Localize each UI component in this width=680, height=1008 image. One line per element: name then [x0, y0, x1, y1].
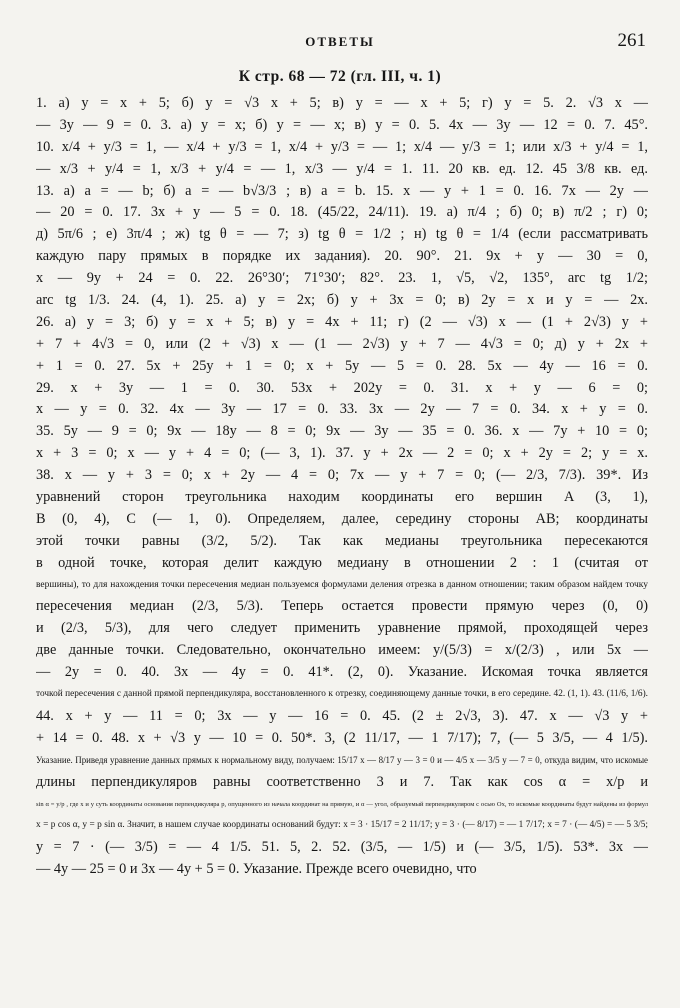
section-title: К стр. 68 — 72 (гл. III, ч. 1): [238, 68, 442, 85]
text-line: arc tg 1/3. 24. (4, 1). 25. а) y = 2x; б) y + 3x = 0; в) 2y = x и y = — 2x.: [36, 292, 648, 309]
text-line: 13. а) a = — b; б) a = — b√3/3 ; в) a = b. 15. x — y + 1 = 0. 16. 7x — 2y —: [36, 182, 648, 199]
text-line: 35. 5y — 9 = 0; 9x — 18y — 8 = 0; 9x — 3y — 35 = 0. 36. x — 7y + 10 = 0;: [36, 423, 648, 440]
text-line: 26. а) y = 3; б) y = x + 5; в) y = 4x + 11; г) (2 — √3) x — (1 + 2√3) y +: [36, 313, 648, 330]
text-line: уравнений сторон треугольника находим координаты его вершин A (3, 1),: [36, 489, 648, 506]
text-line: — 3y — 9 = 0. 3. а) y = x; б) y = — x; в) y = 0. 5. 4x — 3y — 12 = 0. 7. 45°.: [36, 116, 648, 133]
text-line: 29. x + 3y — 1 = 0. 30. 53x + 202y = 0. 31. x + y — 6 = 0;: [36, 379, 648, 396]
text-line: sin α = y/p , где x и y суть координаты основания перпендикуляра p, опущенного из начала координат на прямую, и α — угол, образуемый перпендикуляром с осью Ox, то искомые координаты будут найдены из формул: [36, 800, 648, 808]
text-line: — 4y — 25 = 0 и 3x — 4y + 5 = 0. Указание. Прежде всего очевидно, что: [36, 861, 477, 878]
text-line: каждую пару прямых в порядке их задания). 20. 90°. 21. 9x + y — 30 = 0,: [36, 248, 648, 265]
text-line: две данные точки. Следовательно, окончательно имеем: y/(5/3) = x/(2/3) , или 5x —: [36, 642, 648, 659]
page-number: 261: [617, 30, 646, 51]
text-line: в одной точке, которая делит каждую медиану в отношении 2 : 1 (считая от: [36, 554, 648, 571]
text-line: + 1 = 0. 27. 5x + 25y + 1 = 0; x + 5y — 5 = 0. 28. 5x — 4y — 16 = 0.: [36, 357, 648, 374]
page-header: [0, 30, 680, 54]
answers-text: [36, 93, 648, 881]
text-line: и (2/3, 5/3), для чего следует применить уравнение прямой, проходящей через: [36, 620, 648, 637]
text-line: x — 9y + 24 = 0. 22. 26°30′; 71°30′; 82°. 23. 1, √5, √2, 135°, arc tg 1/2;: [36, 270, 648, 287]
text-line: 10. x/4 + y/3 = 1, — x/4 + y/3 = 1, x/4 + y/3 = — 1; x/4 — y/3 = 1; или x/3 + y/4 = 1,: [36, 138, 648, 155]
text-line: y = 7 · (— 3/5) = — 4 1/5. 51. 5, 2. 52. (3/5, — 1/5) и (— 3/5, 1/5). 53*. 3x —: [36, 839, 648, 856]
text-line: — x/3 + y/4 = 1, x/3 + y/4 = — 1, x/3 — y/4 = 1. 11. 20 кв. ед. 12. 45 3/8 кв. ед.: [36, 160, 648, 177]
text-line: — 2y = 0. 40. 3x — 4y = 0. 41*. (2, 0). Указание. Искомая точка является: [36, 664, 648, 681]
text-line: Указание. Приведя уравнение данных прямых к нормальному виду, получаем: 15/17 x — 8/17 y — 3 = 0 и — 4/5 x — 3/5 y — 7 = 0, откуда видим, что искомые: [36, 754, 648, 765]
text-line: длины перпендикуляров равны соответственно 3 и 7. Так как cos α = x/p и: [36, 773, 648, 790]
text-line: точкой пересечения с данной прямой перпендикуляра, восстановленного к отрезку, соединяющему данные точки, в его середине. 42. (1, 1). 43. (11/6, 1/6).: [36, 689, 648, 700]
text-line: x + 3 = 0; x — y + 4 = 0; (— 3, 1). 37. y + 2x — 2 = 0; x + 2y = 2; y = x.: [36, 445, 648, 462]
text-line: x = p cos α, y = p sin α. Значит, в нашем случае координаты оснований будут: x = 3 · 15/17 = 2 11/17; y = 3 · (— 8/17) = — 1 7/17; x = 7 · (— 4/5) = — 5 3/5;: [36, 820, 648, 831]
running-head: ОТВЕТЫ: [305, 34, 375, 49]
text-line: 44. x + y — 11 = 0; 3x — y — 16 = 0. 45. (2 ± 2√3, 3). 47. x — √3 y +: [36, 707, 648, 724]
text-line: пересечения медиан (2/3, 5/3). Теперь остается провести прямую через (0, 0): [36, 598, 648, 615]
text-line: + 7 + 4√3 = 0, или (2 + √3) x — (1 — 2√3) y + 7 — 4√3 = 0; д) y + 2x +: [36, 335, 648, 352]
text-line: — 20 = 0. 17. 3x + y — 5 = 0. 18. (45/22, 24/11). 19. а) π/4 ; б) 0; в) π/2 ; г) 0;: [36, 204, 648, 221]
text-line: этой точки равны (3/2, 5/2). Так как медианы треугольника пересекаются: [36, 532, 648, 549]
text-line: 1. а) y = x + 5; б) y = √3 x + 5; в) y = — x + 5; г) y = 5. 2. √3 x —: [36, 95, 648, 111]
text-line: вершины), то для нахождения точки пересечения медиан пользуемся формулами деления отрезка в данном отношении; таким образом найдем точку: [36, 579, 648, 590]
text-line: 38. x — y + 3 = 0; x + 2y — 4 = 0; 7x — y + 7 = 0; (— 2/3, 7/3). 39*. Из: [36, 467, 648, 484]
text-line: д) 5π/6 ; е) 3π/4 ; ж) tg θ = — 7; з) tg θ = 1/2 ; н) tg θ = 1/4 (если рассматривать: [36, 226, 648, 243]
text-line: + 14 = 0. 48. x + √3 y — 10 = 0. 50*. 3, (2 11/17, — 1 7/17); 7, (— 5 3/5, — 4 1/5).: [36, 729, 648, 746]
text-line: x — y = 0. 32. 4x — 3y — 17 = 0. 33. 3x — 2y — 7 = 0. 34. x + y = 0.: [36, 401, 648, 418]
text-line: B (0, 4), C (— 1, 0). Определяем, далее, середину стороны AB; координаты: [36, 510, 648, 527]
